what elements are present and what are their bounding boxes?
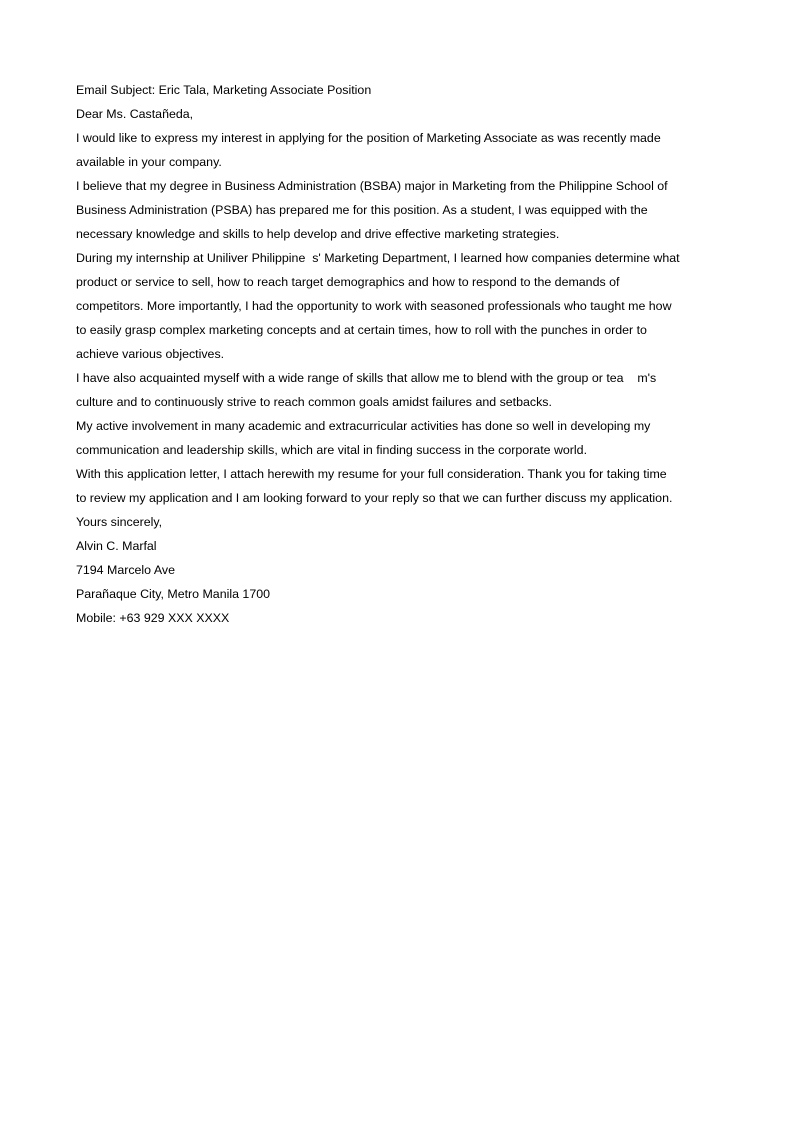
paragraph-line: culture and to continuously strive to reach common goals amidst failures and setbacks.	[76, 395, 552, 409]
paragraph-line: With this application letter, I attach herewith my resume for your full consideration. Thank you for taking time	[76, 467, 667, 481]
paragraph-line: During my internship at Uniliver Philippine s' Marketing Department, I learned how companies determine what	[76, 251, 680, 265]
paragraph-line: necessary knowledge and skills to help develop and drive effective marketing strategies.	[76, 227, 560, 241]
paragraph-line: communication and leadership skills, which are vital in finding success in the corporate world.	[76, 443, 588, 457]
paragraph-line: My active involvement in many academic and extracurricular activities has done so well in developing my	[76, 419, 651, 433]
paragraph-line: available in your company.	[76, 155, 222, 169]
paragraph-line: to review my application and I am looking forward to your reply so that we can further discuss my application.	[76, 491, 673, 505]
paragraph-line: achieve various objectives.	[76, 347, 225, 361]
greeting: Dear Ms. Castañeda,	[76, 107, 194, 121]
address-line-2: Parañaque City, Metro Manila 1700	[76, 587, 270, 601]
paragraph-skills	[76, 366, 716, 414]
paragraph-line: I believe that my degree in Business Administration (BSBA) major in Marketing from the Philippine School of	[76, 179, 668, 193]
paragraph-line: Business Administration (PSBA) has prepared me for this position. As a student, I was equipped with the	[76, 203, 648, 217]
email-subject: Email Subject: Eric Tala, Marketing Associate Position	[76, 83, 372, 97]
paragraph-involvement	[76, 414, 716, 462]
paragraph-line: product or service to sell, how to reach target demographics and how to respond to the demands of	[76, 275, 620, 289]
paragraph-line: to easily grasp complex marketing concepts and at certain times, how to roll with the punches in order to	[76, 323, 647, 337]
cover-letter	[76, 78, 716, 630]
paragraph-line: I would like to express my interest in applying for the position of Marketing Associate as was recently made	[76, 131, 661, 145]
paragraph-closing-remarks	[76, 462, 716, 510]
address-line-1: 7194 Marcelo Ave	[76, 563, 175, 577]
sender-name: Alvin C. Marfal	[76, 539, 157, 553]
paragraph-internship	[76, 246, 716, 366]
paragraph-line: I have also acquainted myself with a wide range of skills that allow me to blend with the group or tea m's	[76, 371, 657, 385]
paragraph-interest	[76, 126, 716, 174]
paragraph-line: competitors. More importantly, I had the opportunity to work with seasoned professionals who taught me how	[76, 299, 672, 313]
closing: Yours sincerely,	[76, 515, 163, 529]
mobile-number: Mobile: +63 929 XXX XXXX	[76, 611, 230, 625]
paragraph-degree	[76, 174, 716, 246]
